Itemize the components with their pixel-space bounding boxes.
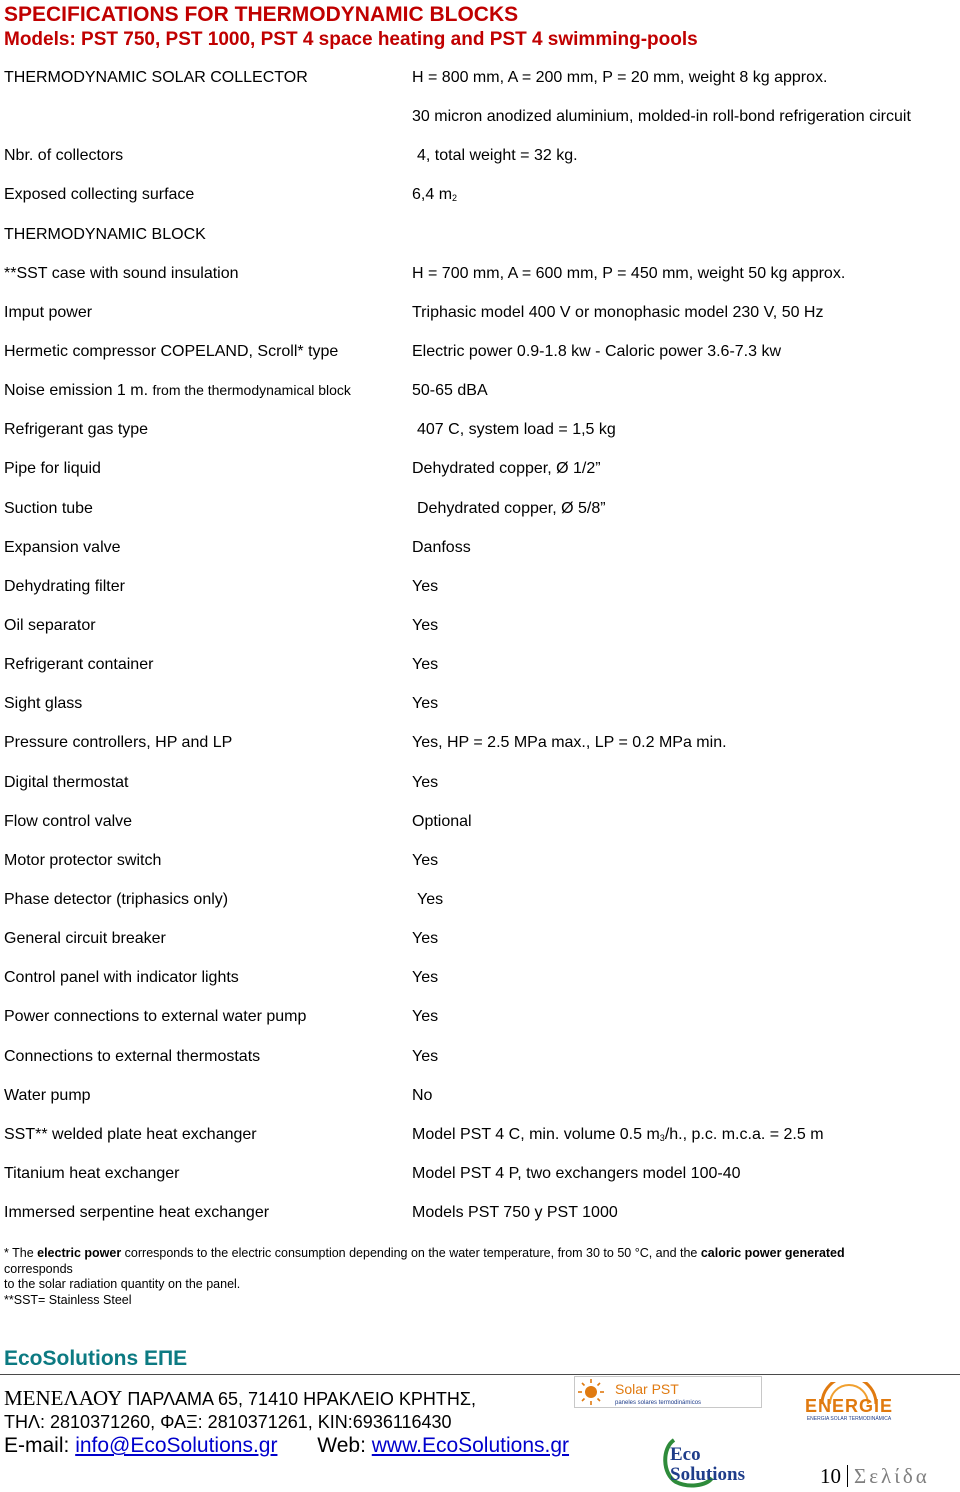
spec-row-sight xyxy=(0,687,960,726)
spec-value: Yes xyxy=(412,969,439,987)
spec-value: Models PST 750 y PST 1000 xyxy=(412,1204,618,1222)
spec-row-case xyxy=(0,257,960,296)
sun-icon xyxy=(578,1379,604,1405)
spec-row-pipe xyxy=(0,452,960,491)
spec-label: Connections to external thermostats xyxy=(4,1047,261,1065)
spec-row-container xyxy=(0,648,960,687)
spec-label: Flow control valve xyxy=(4,812,133,830)
footnote-text: corresponds to the electric consumption depending on the water temperature, from 30 to 50 °C, and the xyxy=(121,1246,701,1260)
sst-value-rest: /h., p.c. m.c.a. = 2.5 m xyxy=(664,1125,824,1143)
spec-label: Immersed serpentine heat exchanger xyxy=(4,1204,270,1222)
spec-value: Yes xyxy=(412,930,439,948)
spec-value: Yes xyxy=(412,773,439,791)
company-name: EcoSolutions ΕΠΕ xyxy=(4,1347,188,1370)
spec-row-noise xyxy=(0,374,960,413)
spec-label: Dehydrating filter xyxy=(4,577,125,595)
spec-label: Digital thermostat xyxy=(4,773,129,791)
energie-tagline: ENERGIA SOLAR TERMODINÁMICA xyxy=(806,1416,892,1422)
spec-label: Suction tube xyxy=(4,499,93,517)
spec-label: **SST case with sound insulation xyxy=(4,264,239,282)
spec-label: Pipe for liquid xyxy=(4,460,101,478)
page-number-value: 10 xyxy=(820,1464,841,1488)
spec-row-suction xyxy=(0,492,960,531)
spec-value: Optional xyxy=(412,812,472,830)
spec-value: Yes xyxy=(417,890,444,908)
spec-value: Yes xyxy=(412,695,439,713)
footnote-line-3: to the solar radiation quantity on the panel. xyxy=(4,1277,241,1291)
eco-solutions-logo xyxy=(660,1432,764,1488)
solutions-wordmark: Solutions xyxy=(670,1464,745,1485)
spec-label: Pressure controllers, HP and LP xyxy=(4,734,233,752)
energie-logo xyxy=(782,1382,916,1422)
footnote-line-4: **SST= Stainless Steel xyxy=(4,1292,132,1307)
spec-row-oil xyxy=(0,609,960,648)
spec-row-collector-material xyxy=(0,100,960,139)
spec-row-water-pump xyxy=(0,1079,960,1118)
spec-row-serpentine xyxy=(0,1196,960,1235)
spec-value: Yes xyxy=(412,577,439,595)
solar-pst-logo xyxy=(574,1376,762,1408)
spec-value: Yes, HP = 2.5 MPa max., LP = 0.2 MPa min. xyxy=(412,734,727,752)
spec-label: Exposed collecting surface xyxy=(4,186,195,204)
spec-label: THERMODYNAMIC SOLAR COLLECTOR xyxy=(4,69,308,86)
web-link[interactable]: www.EcoSolutions.gr xyxy=(371,1434,570,1457)
document-header xyxy=(4,2,698,52)
email-link[interactable]: info@EcoSolutions.gr xyxy=(75,1434,278,1457)
spec-label: Control panel with indicator lights xyxy=(4,969,239,987)
page-number xyxy=(820,1464,930,1489)
spec-value xyxy=(412,186,457,204)
footnote-text: * The xyxy=(4,1246,38,1260)
document-subtitle: Models: PST 750, PST 1000, PST 4 space heating and PST 4 swimming-pools xyxy=(4,29,698,50)
spec-row-pressure xyxy=(0,726,960,765)
spec-value: Triphasic model 400 V or monophasic model 230 V, 50 Hz xyxy=(412,303,824,321)
spec-row-panel xyxy=(0,961,960,1000)
spec-label xyxy=(4,382,351,400)
noise-label-detail: from the thermodynamical block xyxy=(152,382,351,399)
noise-label-main: Noise emission 1 m. xyxy=(4,382,149,400)
spec-value: Danfoss xyxy=(412,538,471,556)
spec-table xyxy=(0,61,960,1235)
surface-value: 6,4 m xyxy=(412,186,453,204)
spec-value: Yes xyxy=(412,616,439,634)
spec-row-power xyxy=(0,296,960,335)
solar-pst-tagline: paneles solares termodinámicos xyxy=(615,1400,702,1406)
spec-row-expansion xyxy=(0,531,960,570)
spec-label: Imput power xyxy=(4,303,93,321)
address-text: ΠΑΡΛΑΜΑ 65, 71410 ΗΡΑΚΛΕΙΟ ΚΡΗΤΗΣ, xyxy=(122,1389,476,1409)
spec-row-breaker xyxy=(0,922,960,961)
spec-value: 407 C, system load = 1,5 kg xyxy=(417,421,616,439)
spec-label: Expansion valve xyxy=(4,538,121,556)
spec-value: H = 700 mm, A = 600 mm, P = 450 mm, weight 50 kg approx. xyxy=(412,264,846,282)
spec-value: Yes xyxy=(412,1047,439,1065)
spec-label: Motor protector switch xyxy=(4,851,162,869)
spec-label: Hermetic compressor COPELAND, Scroll* type xyxy=(4,342,339,360)
sst-value-main: Model PST 4 C, min. volume 0.5 m xyxy=(412,1125,660,1143)
spec-label: Refrigerant container xyxy=(4,656,154,674)
spec-value: Dehydrated copper, Ø 1/2” xyxy=(412,460,601,478)
spec-row-titanium xyxy=(0,1157,960,1196)
spec-row-sst-exchanger xyxy=(0,1118,960,1157)
spec-row-motor xyxy=(0,844,960,883)
spec-row-flow xyxy=(0,805,960,844)
footer-contact xyxy=(4,1434,569,1458)
spec-value: No xyxy=(412,1086,433,1104)
spec-label: Power connections to external water pump xyxy=(4,1008,307,1026)
spec-value: Dehydrated copper, Ø 5/8” xyxy=(417,499,606,517)
footer-address xyxy=(4,1386,476,1411)
page-word: Σελίδα xyxy=(854,1464,930,1488)
spec-label: Refrigerant gas type xyxy=(4,421,149,439)
spec-row-nbr-collectors xyxy=(0,139,960,178)
spec-row-pump-connections xyxy=(0,1000,960,1039)
spec-label: Oil separator xyxy=(4,616,96,634)
spec-row-gas xyxy=(0,413,960,452)
spec-value: 50-65 dBA xyxy=(412,382,488,400)
page-separator xyxy=(847,1465,848,1487)
spec-row-phase xyxy=(0,883,960,922)
spec-row-surface xyxy=(0,178,960,217)
footer-divider xyxy=(0,1374,960,1375)
footnote-line-2: corresponds xyxy=(4,1261,73,1276)
street-name: ΜΕΝΕΛΑΟΥ xyxy=(4,1386,123,1410)
spec-row-filter xyxy=(0,570,960,609)
energie-wordmark: ENERGIE xyxy=(804,1396,894,1416)
spec-value: Electric power 0.9-1.8 kw - Caloric power 3.6-7.3 kw xyxy=(412,342,782,360)
spec-row-thermostat-connections xyxy=(0,1040,960,1079)
spec-value: H = 800 mm, A = 200 mm, P = 20 mm, weight 8 kg approx. xyxy=(412,69,828,86)
surface-unit-exponent: 2 xyxy=(452,193,458,204)
spec-label: Sight glass xyxy=(4,695,83,713)
spec-value: Yes xyxy=(412,1008,439,1026)
spec-row-block-heading xyxy=(0,218,960,257)
spec-value: 30 micron anodized aluminium, molded-in roll-bond refrigeration circuit xyxy=(412,108,911,126)
spec-label: Phase detector (triphasics only) xyxy=(4,890,229,908)
document-title: SPECIFICATIONS FOR THERMODYNAMIC BLOCKS xyxy=(4,3,519,26)
footer-phones: ΤΗΛ: 2810371260, ΦΑΞ: 2810371261, ΚΙΝ:6936116430 xyxy=(4,1412,452,1432)
email-label: E-mail: xyxy=(4,1434,76,1457)
footnote-bold: electric power xyxy=(37,1246,122,1260)
sst-value-exponent: 3 xyxy=(659,1132,665,1143)
web-label: Web: xyxy=(317,1434,372,1457)
spec-value: 4, total weight = 32 kg. xyxy=(417,147,578,165)
footnote-line-1 xyxy=(4,1246,954,1262)
footnote xyxy=(4,1246,954,1308)
spec-label: General circuit breaker xyxy=(4,930,166,948)
spec-value: Yes xyxy=(412,851,439,869)
eco-wordmark: Eco xyxy=(670,1444,701,1465)
footnote-bold: caloric power generated xyxy=(700,1246,845,1260)
spec-row-compressor xyxy=(0,335,960,374)
spec-label: SST** welded plate heat exchanger xyxy=(4,1125,257,1143)
spec-row-thermostat xyxy=(0,766,960,805)
spec-label: Nbr. of collectors xyxy=(4,147,124,165)
spec-label: Titanium heat exchanger xyxy=(4,1164,180,1182)
spec-row-collector xyxy=(0,61,960,100)
section-heading: THERMODYNAMIC BLOCK xyxy=(4,225,206,243)
spec-label: Water pump xyxy=(4,1086,91,1104)
solar-pst-wordmark: Solar PST xyxy=(615,1381,679,1397)
spec-value: Yes xyxy=(412,656,439,674)
spec-value xyxy=(412,1126,824,1144)
spec-value: Model PST 4 P, two exchangers model 100-40 xyxy=(412,1164,741,1182)
